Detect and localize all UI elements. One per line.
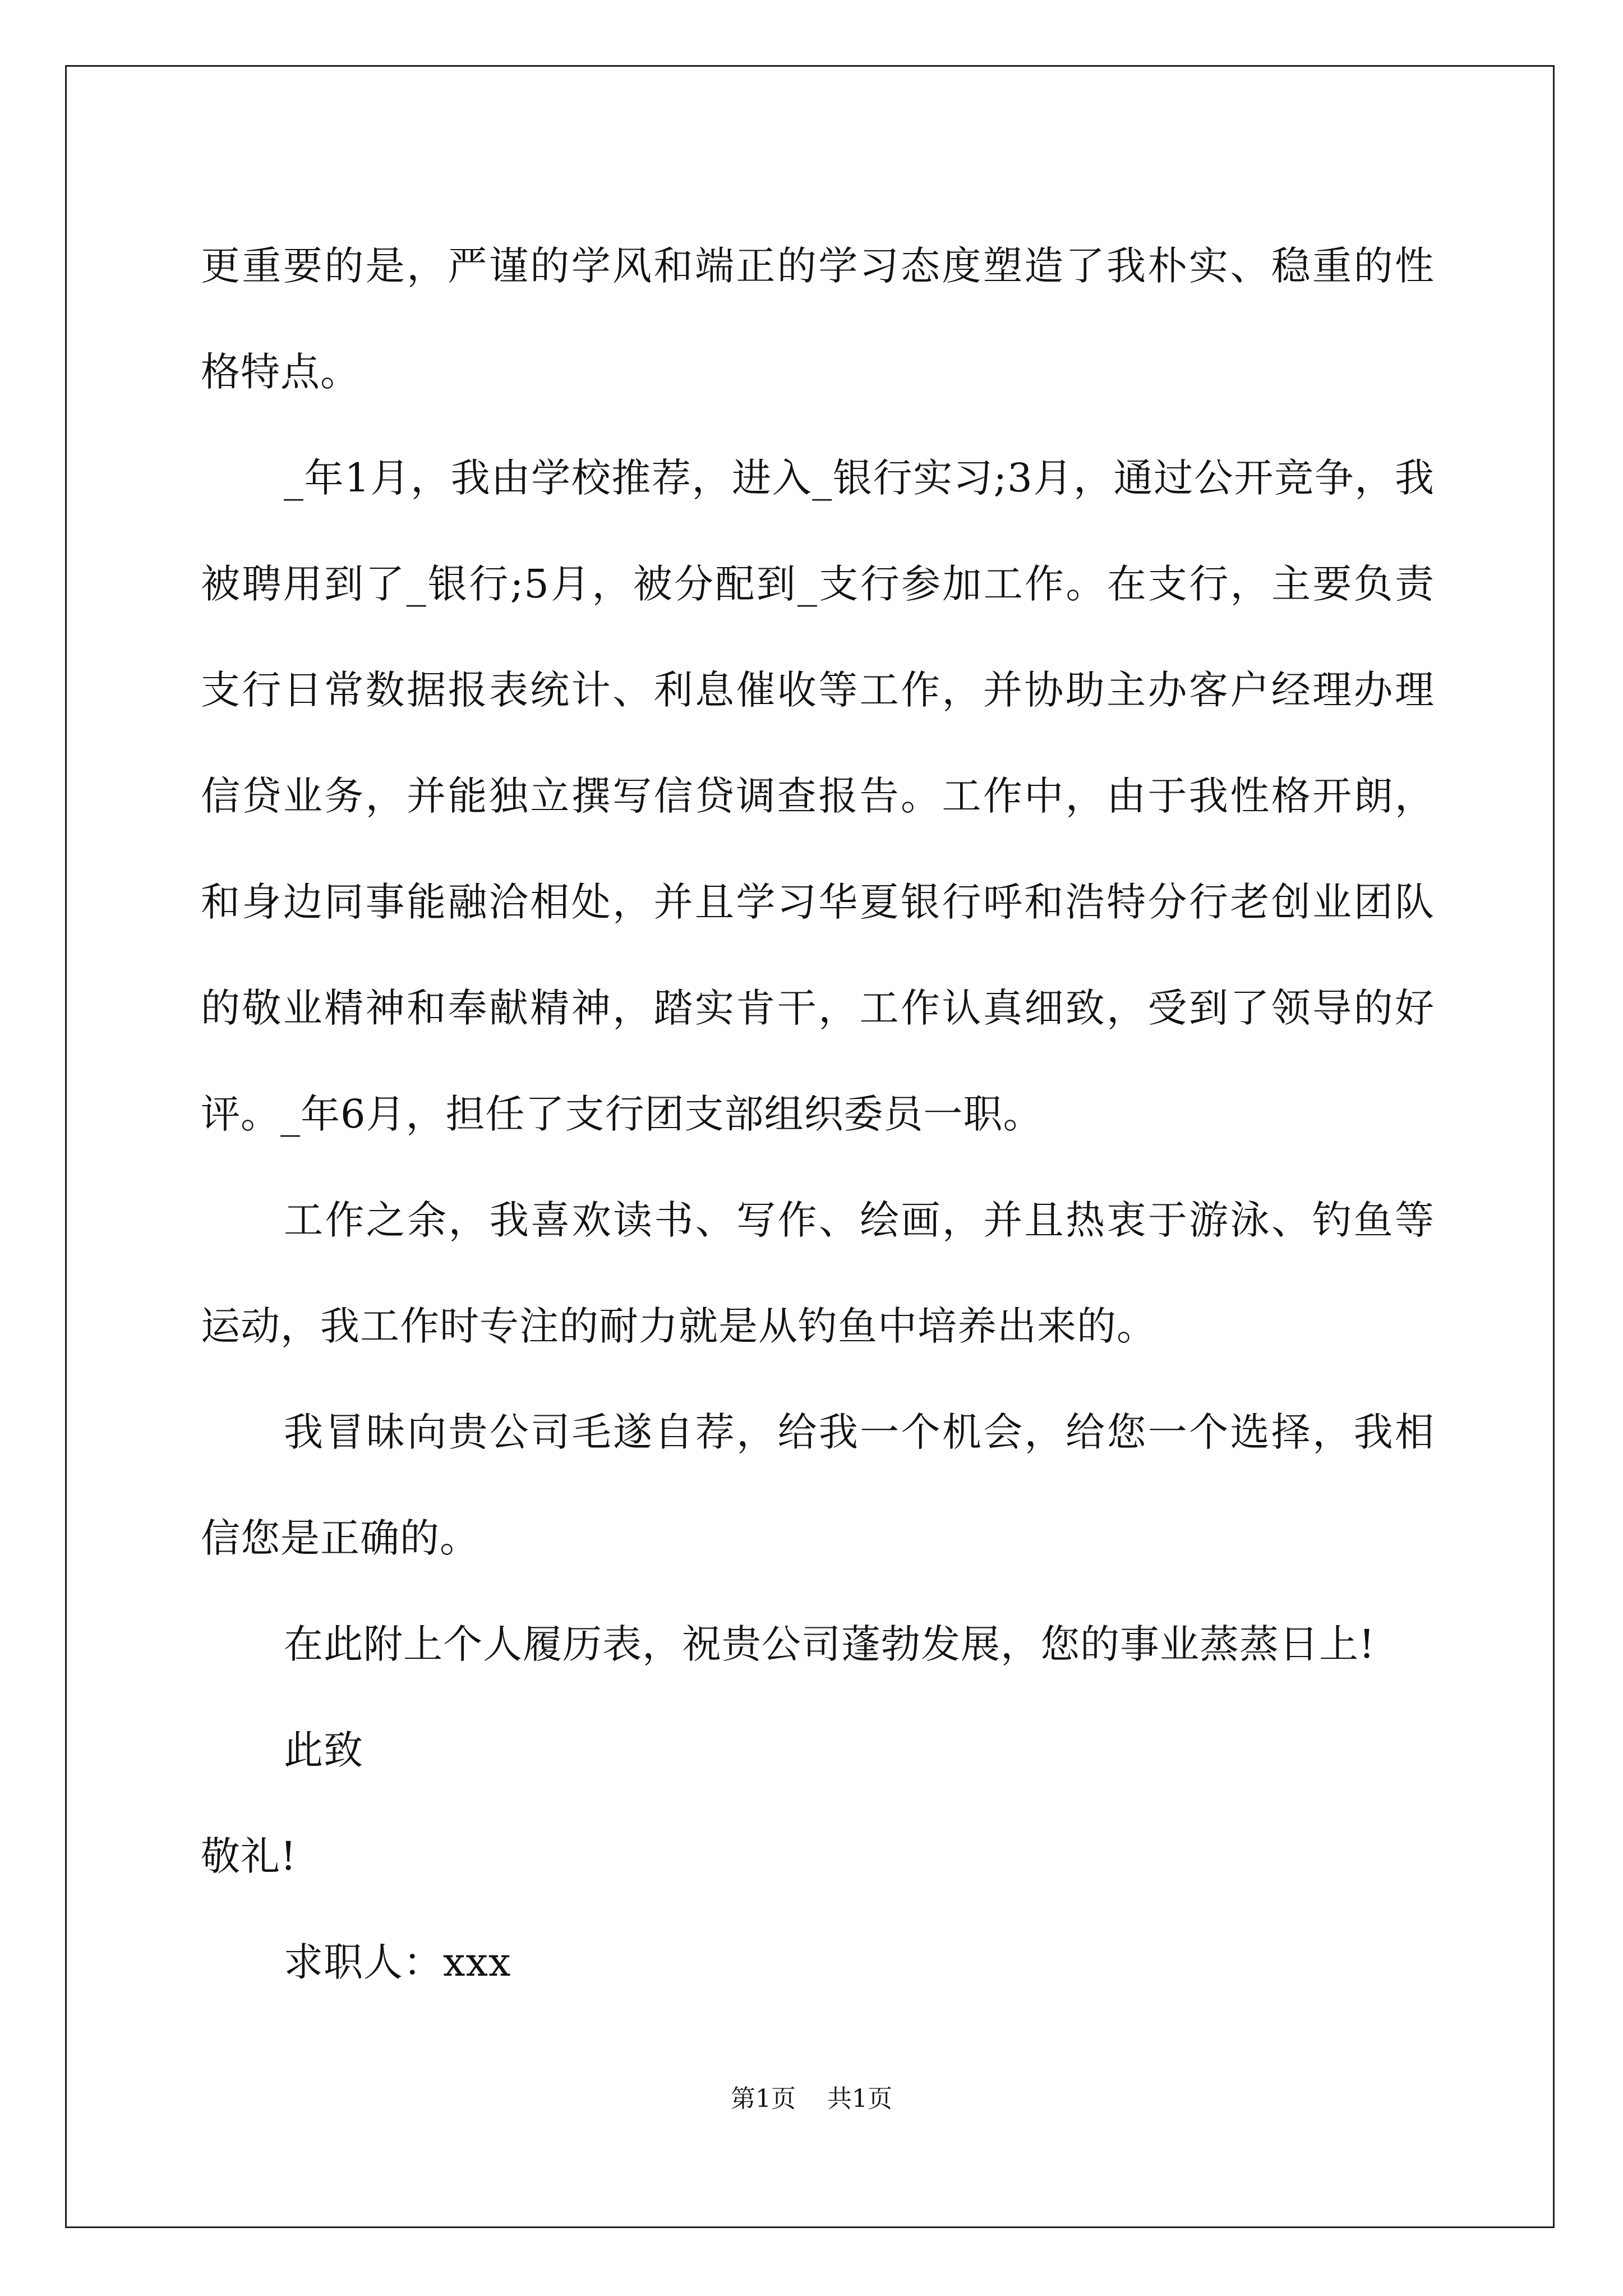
letter-body xyxy=(201,213,1435,2016)
paragraph-hobbies: 工作之余，我喜欢读书、写作、绘画，并且热衷于游泳、钓鱼等运动，我工作时专注的耐力就是从钓鱼中培养出来的。 xyxy=(201,1197,1435,1349)
page-footer xyxy=(0,2082,1623,2116)
paragraph-self-recommendation: 我冒昧向贵公司毛遂自荐，给我一个机会，给您一个选择，我相信您是正确的。 xyxy=(201,1409,1435,1561)
paragraph-character-traits: 更重要的是，严谨的学风和端正的学习态度塑造了我朴实、稳重的性格特点。 xyxy=(201,243,1435,395)
paragraph-attachment-wishes: 在此附上个人履历表，祝贵公司蓬勃发展，您的事业蒸蒸日上! xyxy=(284,1621,1376,1667)
applicant-signature: 求职人：xxx xyxy=(284,1939,511,1985)
page-number-label: 第1页 xyxy=(731,2085,796,2113)
paragraph-work-experience: _年1月，我由学校推荐，进入_银行实习;3月，通过公开竞争，我被聘用到了_银行;5月，被分配到_支行参加工作。在支行，主要负责支行日常数据报表统计、利息催收等工作，并协助主办客户经理办理信贷业务，并能独立撰写信贷调查报告。工作中，由于我性格开朗，和身边同事能融洽相处，并且学习华夏银行呼和浩特分行老创业团队的敬业精神和奉献精神，踏实肯干，工作认真细致，受到了领导的好评。_年6月，担任了支行团支部组织委员一职。 xyxy=(201,455,1435,1137)
total-pages-label: 共1页 xyxy=(827,2085,892,2113)
closing-regards: 敬礼! xyxy=(201,1833,297,1879)
closing-salutation: 此致 xyxy=(284,1727,363,1773)
